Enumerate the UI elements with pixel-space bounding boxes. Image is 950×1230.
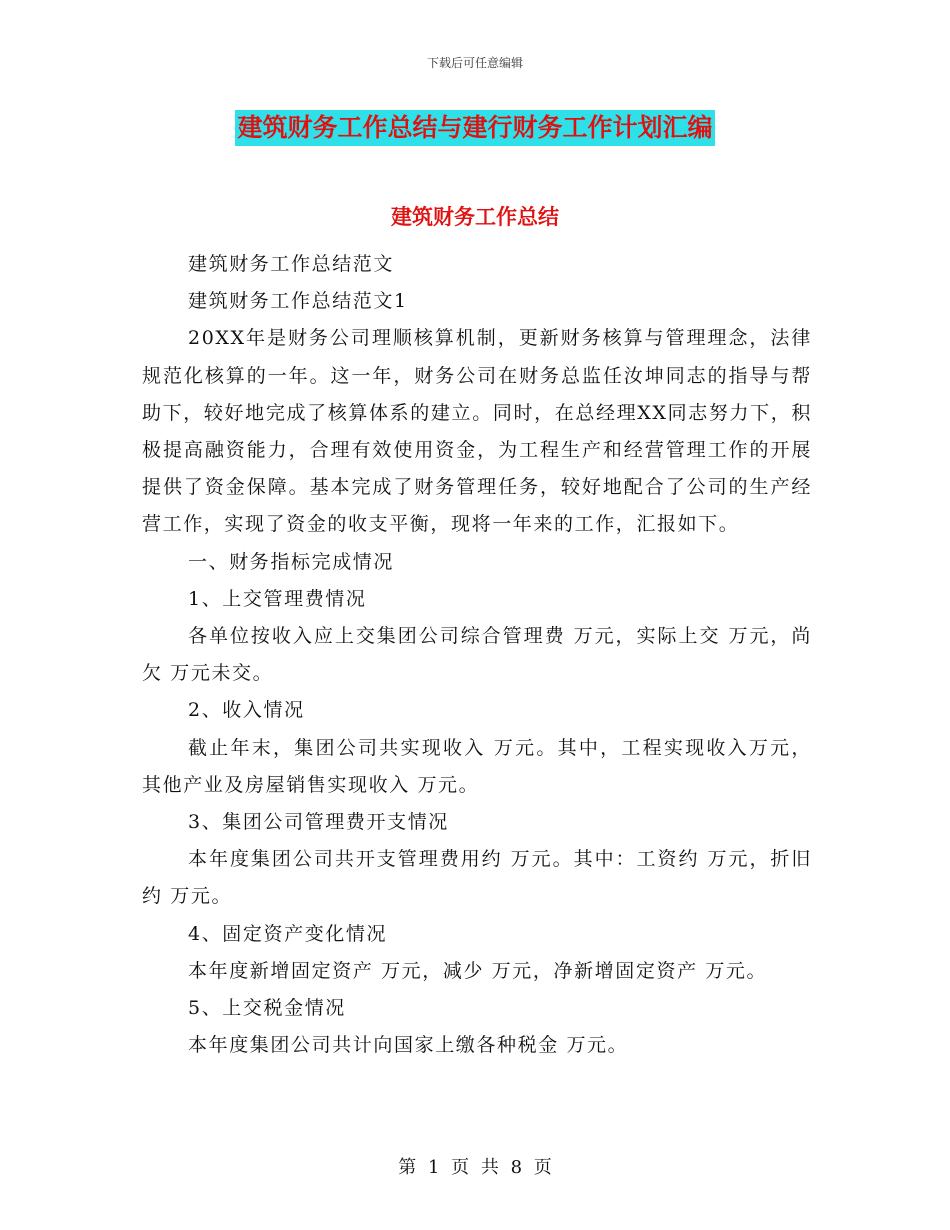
paragraph: 本年度集团公司共开支管理费用约 万元。其中：工资约 万元，折旧约 万元。 bbox=[142, 848, 812, 908]
paragraph: 建筑财务工作总结范文1 bbox=[188, 290, 408, 313]
paragraph: 本年度新增固定资产 万元，减少 万元，净新增固定资产 万元。 bbox=[188, 959, 768, 982]
paragraph: 1、上交管理费情况 bbox=[188, 587, 367, 610]
paragraph: 20XX年是财务公司理顺核算机制，更新财务核算与管理理念，法律规范化核算的一年。这一年，财务公司在财务总监任汝坤同志的指导与帮助下，较好地完成了核算体系的建立。同时，在总经理XX同志努力下，积极提高融资能力，合理有效使用资金，为工程生产和经营管理工作的开展提供了资金保障。基本完成了财务管理任务，较好地配合了公司的生产经营工作，实现了资金的收支平衡，现将一年来的工作，汇报如下。 bbox=[142, 327, 812, 536]
paragraph: 一、财务指标完成情况 bbox=[188, 550, 395, 573]
header-note: 下载后可任意编辑 bbox=[426, 56, 523, 70]
section-title: 建筑财务工作总结 bbox=[391, 205, 559, 229]
paragraph: 建筑财务工作总结范文 bbox=[188, 253, 395, 275]
document-body bbox=[142, 246, 812, 1064]
paragraph: 3、集团公司管理费开支情况 bbox=[188, 811, 449, 834]
paragraph: 4、固定资产变化情况 bbox=[188, 922, 388, 945]
paragraph: 截止年末，集团公司共实现收入 万元。其中，工程实现收入万元，其他产业及房屋销售实现收入 万元。 bbox=[142, 736, 812, 796]
paragraph: 各单位按收入应上交集团公司综合管理费 万元，实际上交 万元，尚欠 万元未交。 bbox=[142, 625, 812, 685]
paragraph: 本年度集团公司共计向国家上缴各种税金 万元。 bbox=[188, 1034, 629, 1057]
document-title: 建筑财务工作总结与建行财务工作计划汇编 bbox=[235, 110, 714, 146]
document-title-wrapper bbox=[0, 110, 950, 146]
page-footer: 第 1 页 共 8 页 bbox=[398, 1157, 552, 1178]
paragraph: 2、收入情况 bbox=[188, 699, 305, 722]
paragraph: 5、上交税金情况 bbox=[188, 997, 346, 1020]
